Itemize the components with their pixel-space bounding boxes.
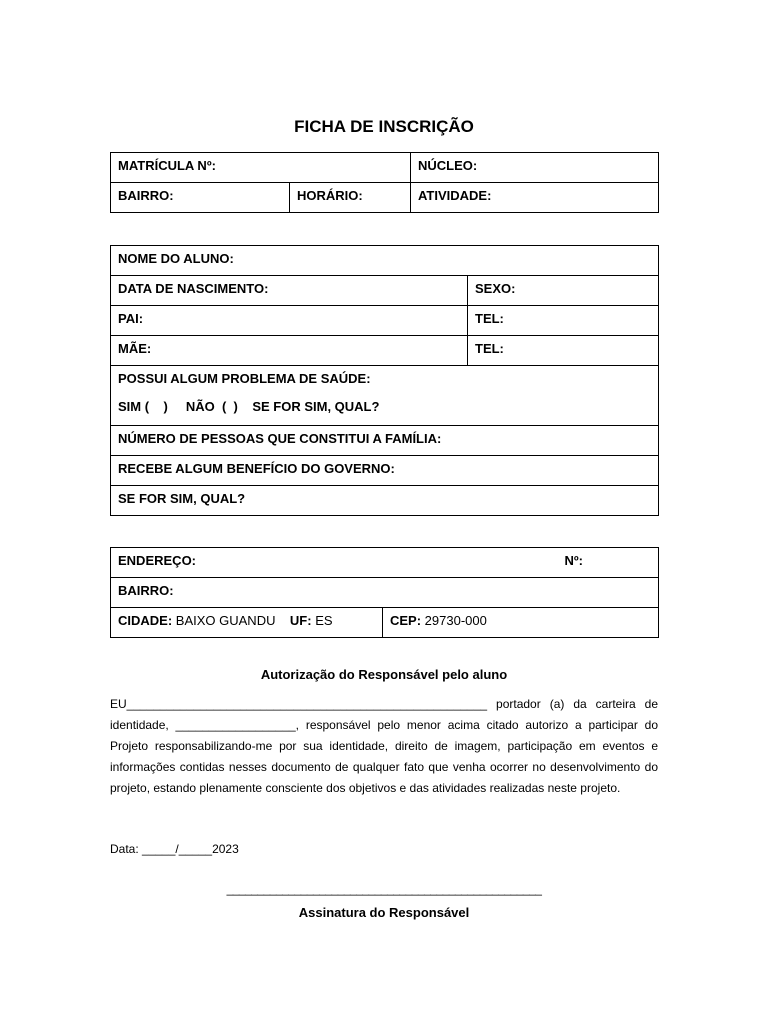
tel-pai-field[interactable]: TEL: bbox=[468, 306, 659, 336]
endereco-label: ENDEREÇO: bbox=[118, 553, 197, 568]
pai-field[interactable]: PAI: bbox=[111, 306, 468, 336]
mae-field[interactable]: MÃE: bbox=[111, 336, 468, 366]
bairro-endereco-field[interactable]: BAIRRO: bbox=[111, 578, 659, 608]
endereco-field[interactable] bbox=[111, 548, 659, 578]
beneficio-field[interactable]: RECEBE ALGUM BENEFÍCIO DO GOVERNO: bbox=[111, 456, 659, 486]
authorization-text: EU______________________________________________________ portador (a) da carteira de identidade, __________________, responsável pelo menor acima citado autorizo a participar do Projeto responsabilizando-me por sua identidade, direito de imagem, participação em eventos e informações contidas nesses documento de qualquer fato que venha ocorrer no desenvolvimento do projeto, estando plenamente consciente dos objetivos e das atividades realizadas neste projeto. bbox=[110, 697, 658, 795]
beneficio-qual-field[interactable]: SE FOR SIM, QUAL? bbox=[111, 486, 659, 516]
cidade-uf-field[interactable] bbox=[111, 608, 383, 638]
page-title: FICHA DE INSCRIÇÃO bbox=[294, 117, 474, 136]
signature-line: ___________________________________________________ bbox=[226, 882, 542, 896]
cidade-label: CIDADE: bbox=[118, 613, 173, 628]
date-line: Data: _____/_____2023 bbox=[110, 842, 239, 856]
saude-options: SIM ( ) NÃO ( ) SE FOR SIM, QUAL? bbox=[118, 399, 380, 414]
student-table bbox=[110, 245, 659, 516]
cidade-value: BAIXO GUANDU bbox=[172, 613, 276, 628]
uf-label: UF: bbox=[289, 613, 312, 628]
cep-label: CEP: bbox=[390, 613, 422, 628]
cep-value: 29730-000 bbox=[421, 613, 487, 628]
saude-question: POSSUI ALGUM PROBLEMA DE SAÚDE: bbox=[118, 371, 371, 386]
authorization-title: Autorização do Responsável pelo aluno bbox=[260, 667, 508, 682]
tel-mae-field[interactable]: TEL: bbox=[468, 336, 659, 366]
saude-field[interactable] bbox=[111, 366, 659, 426]
sexo-field[interactable]: SEXO: bbox=[468, 276, 659, 306]
atividade-field[interactable]: ATIVIDADE: bbox=[411, 183, 659, 213]
cep-field[interactable] bbox=[383, 608, 659, 638]
nome-aluno-field[interactable]: NOME DO ALUNO: bbox=[111, 246, 659, 276]
horario-field[interactable]: HORÁRIO: bbox=[290, 183, 411, 213]
matricula-field[interactable]: MATRÍCULA Nº: bbox=[111, 153, 411, 183]
data-nascimento-field[interactable]: DATA DE NASCIMENTO: bbox=[111, 276, 468, 306]
signature-label: Assinatura do Responsável bbox=[298, 905, 470, 920]
uf-value: ES bbox=[311, 613, 333, 628]
nucleo-field[interactable]: NÚCLEO: bbox=[411, 153, 659, 183]
bairro-field[interactable]: BAIRRO: bbox=[111, 183, 290, 213]
numero-label: Nº: bbox=[564, 553, 583, 568]
enrollment-table bbox=[110, 152, 659, 213]
address-table bbox=[110, 547, 659, 638]
familia-field[interactable]: NÚMERO DE PESSOAS QUE CONSTITUI A FAMÍLIA: bbox=[111, 426, 659, 456]
